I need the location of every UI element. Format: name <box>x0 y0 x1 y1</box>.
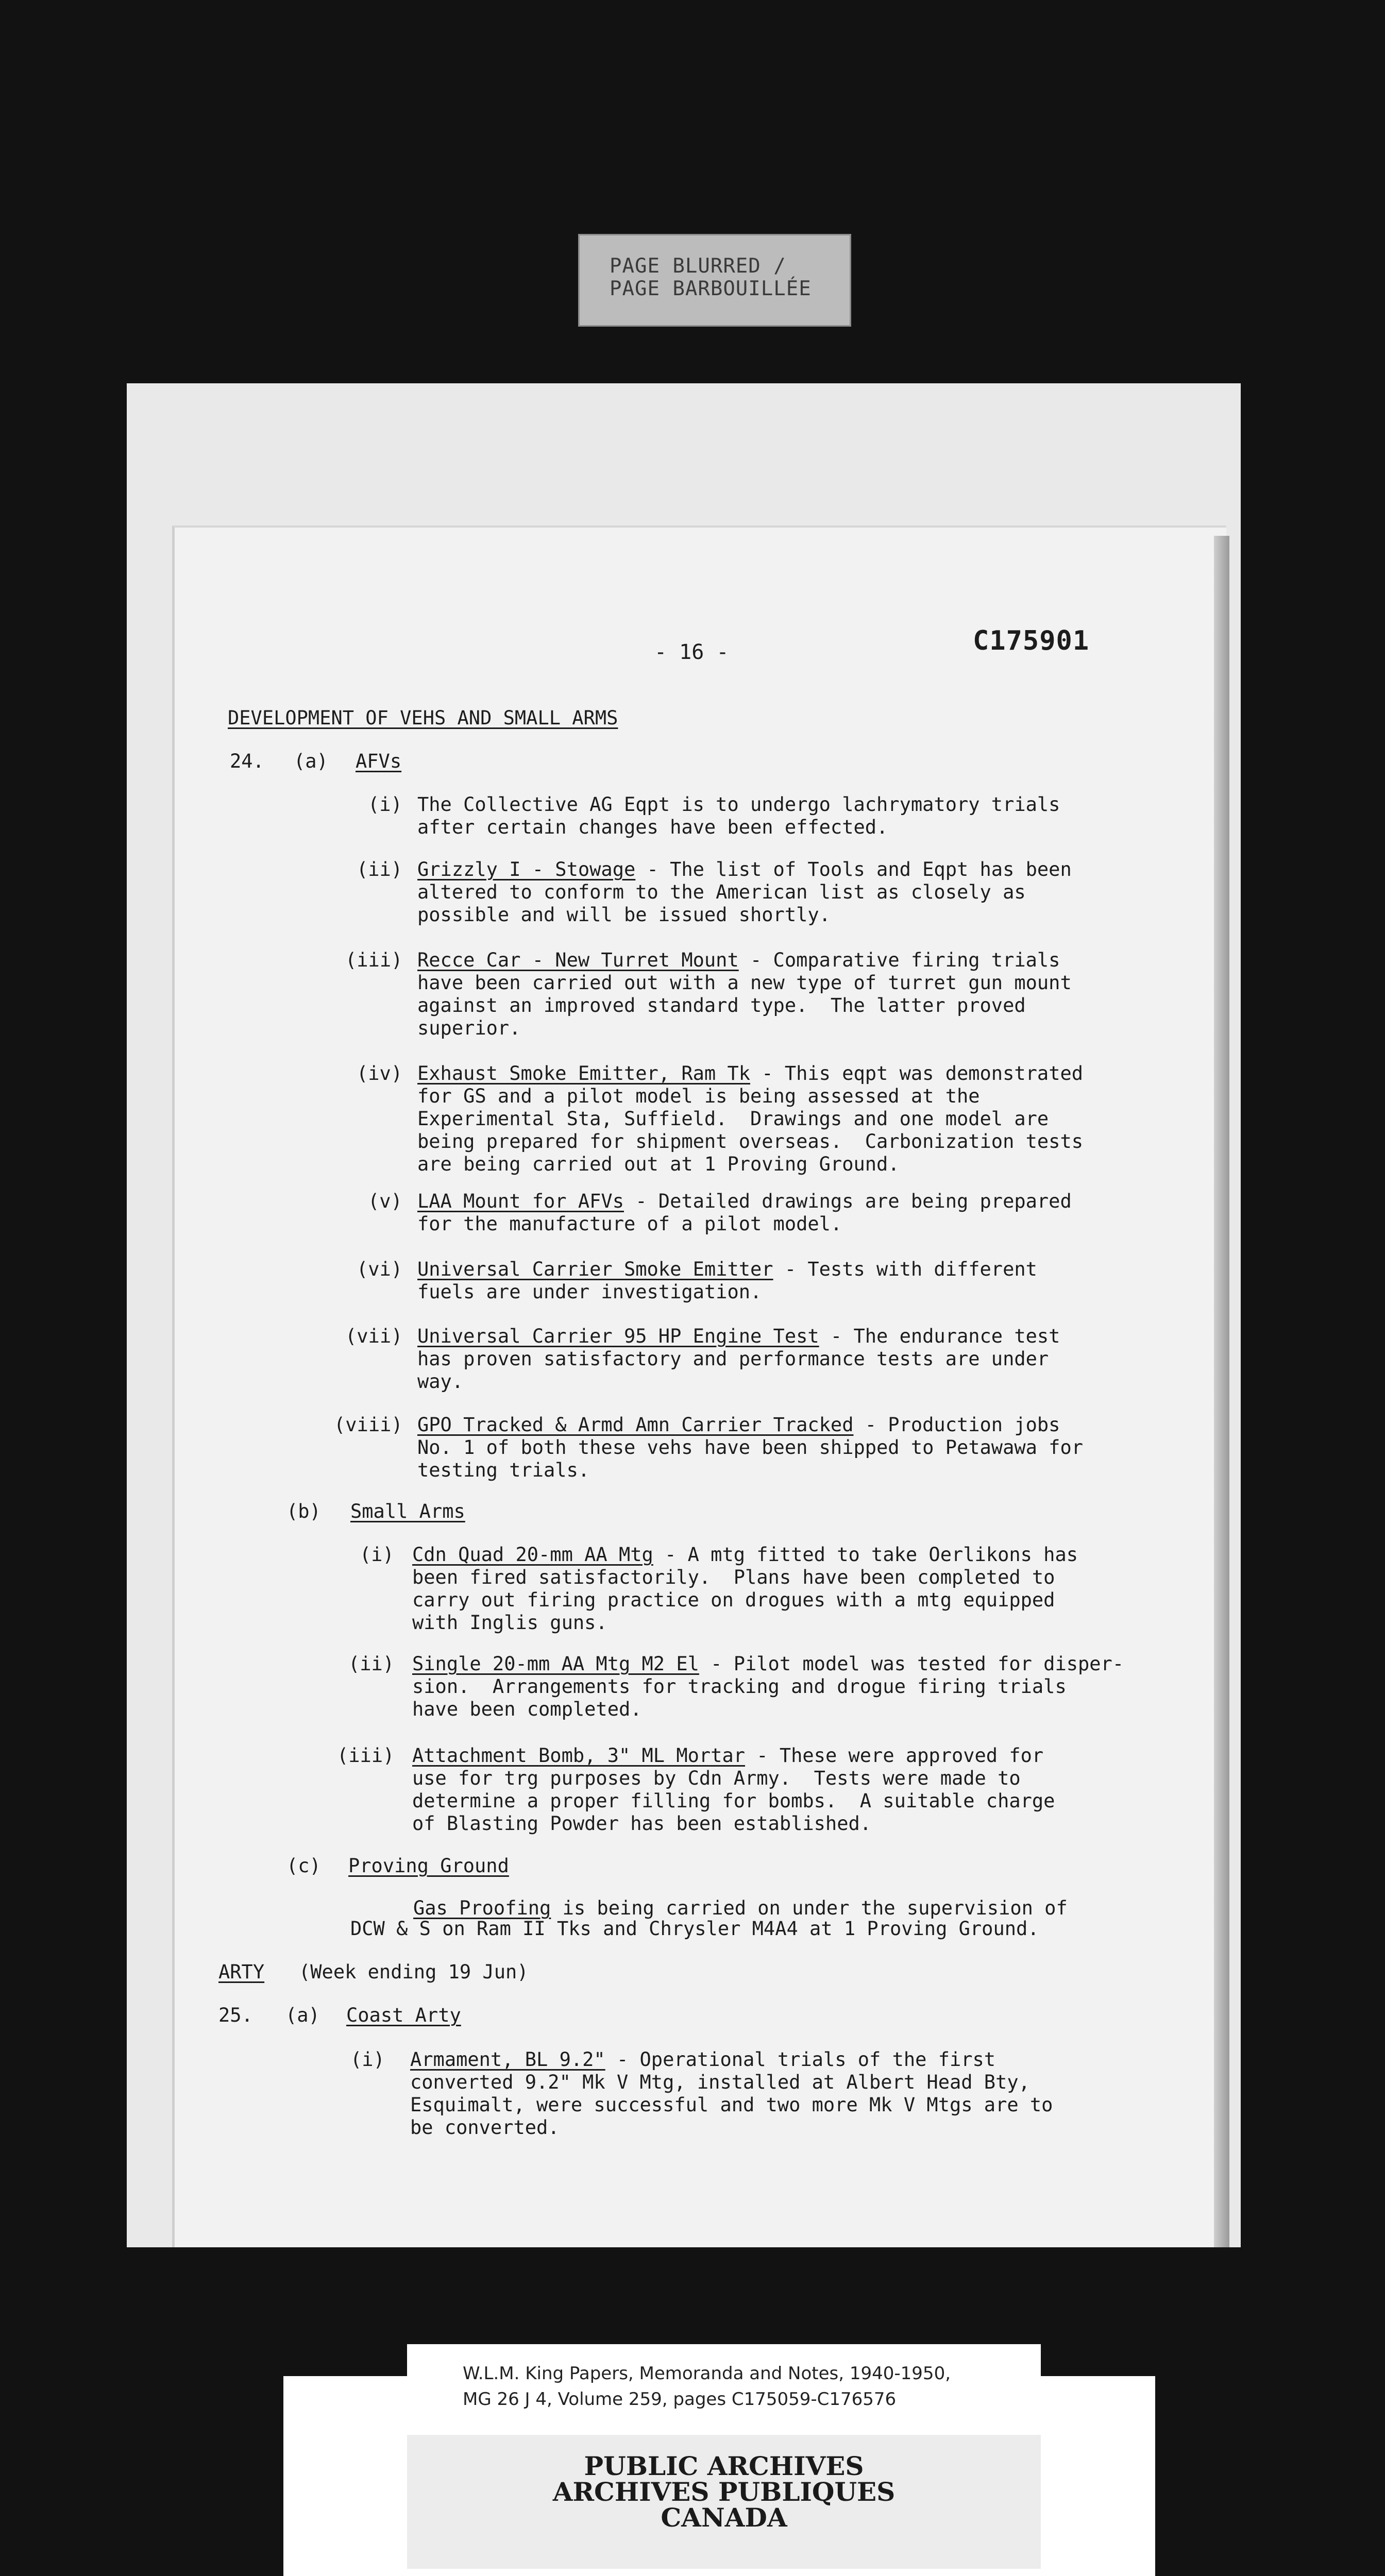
afv-item-text: - Comparative firing trials <box>738 949 1060 971</box>
afv-item-line <box>417 1258 1037 1281</box>
small-arms-item-text: determine a proper filling for bombs. A suitable charge <box>412 1790 1055 1812</box>
para-25-item-line3: Esquimalt, were successful and two more Mk V Mtgs are to <box>410 2094 1053 2116</box>
small-arms-item-line <box>412 1698 642 1721</box>
small-arms-item-number: (i) <box>360 1544 394 1566</box>
afv-item-number: (iii) <box>345 949 403 971</box>
stamp-line3: CANADA <box>661 2502 787 2533</box>
afv-item-line <box>417 1213 842 1235</box>
stamp-line1: PUBLIC ARCHIVES <box>584 2451 864 2481</box>
gas-proofing-title: Gas Proofing <box>413 1897 551 1919</box>
blur-stamp-line2: PAGE BARBOUILLÉE <box>610 277 812 300</box>
para-24-sub-c: (c) <box>286 1855 321 1877</box>
small-arms-item-text: sion. Arrangements for tracking and drogue firing trials <box>412 1675 1067 1698</box>
small-arms-item-text: have been completed. <box>412 1698 642 1720</box>
gas-proofing-line2: DCW & S on Ram II Tks and Chrysler M4A4 at 1 Proving Ground. <box>350 1918 1039 1940</box>
afv-item-line <box>417 1325 1060 1348</box>
afv-item-number: (v) <box>368 1190 402 1212</box>
small-arms-item-line <box>412 1744 1043 1767</box>
afv-item-line <box>417 1370 463 1393</box>
small-arms-item-line <box>412 1675 1067 1698</box>
afv-item-text: testing trials. <box>417 1459 590 1481</box>
afv-item-line <box>417 904 831 926</box>
afv-item-text: Experimental Sta, Suffield. Drawings and one model are <box>417 1108 1049 1130</box>
archive-caption <box>407 2344 1041 2435</box>
small-arms-item-text: - A mtg fitted to take Oerlikons has <box>653 1544 1078 1566</box>
afv-item-line <box>417 1130 1083 1153</box>
afv-item-text: - The list of Tools and Eqpt has been <box>635 858 1072 880</box>
stamp-line2: ARCHIVES PUBLIQUES <box>552 2477 896 2507</box>
small-arms-item-text: been fired satisfactorily. Plans have been completed to <box>412 1566 1055 1588</box>
afv-item-line <box>417 881 1026 904</box>
afv-item-line <box>417 1348 1049 1370</box>
small-arms-item-line <box>412 1566 1055 1589</box>
section-title: DEVELOPMENT OF VEHS AND SMALL ARMS <box>228 707 618 729</box>
afv-item-text: No. 1 of both these vehs have been shipped to Petawawa for <box>417 1436 1084 1459</box>
small-arms-item-text: - These were approved for <box>745 1744 1044 1767</box>
afv-item-number: (iv) <box>357 1062 403 1084</box>
para-24-sub-b: (b) <box>286 1500 321 1522</box>
public-archives-stamp <box>407 2435 1041 2569</box>
small-arms-item-text: of Blasting Powder has been established. <box>412 1812 872 1835</box>
afv-item-text: against an improved standard type. The latter proved <box>417 994 1026 1016</box>
para-25-item-number: (i) <box>350 2048 385 2071</box>
afv-item-text: - Detailed drawings are being prepared <box>623 1190 1072 1212</box>
afv-item-number: (viii) <box>334 1414 403 1436</box>
afv-item-text: - This eqpt was demonstrated <box>750 1062 1084 1084</box>
document-page <box>172 526 1226 2247</box>
para-25-item-line4: be converted. <box>410 2116 560 2139</box>
small-arms-item-text: carry out firing practice on drogues with a mtg equipped <box>412 1589 1055 1611</box>
afv-item-text: for GS and a pilot model is being assessed at the <box>417 1085 980 1107</box>
afv-item-text: - Tests with different <box>773 1258 1037 1280</box>
proving-ground-text <box>219 1897 1068 1920</box>
afv-item-line <box>417 949 1060 972</box>
small-arms-item-number: (ii) <box>348 1653 395 1675</box>
small-arms-item-line <box>412 1767 1021 1790</box>
small-arms-item-line <box>412 1544 1078 1566</box>
page-edge-shadow <box>1214 536 1229 2247</box>
afv-item-line <box>417 816 888 839</box>
afv-item-text: altered to conform to the American list as closely as <box>417 881 1026 903</box>
afv-item-text: possible and will be issued shortly. <box>417 904 831 926</box>
afv-item-text: are being carried out at 1 Proving Ground. <box>417 1153 900 1175</box>
caption-line2: MG 26 J 4, Volume 259, pages C175059-C176576 <box>463 2389 897 2410</box>
afv-item-line <box>417 858 1072 881</box>
small-arms-item-text: with Inglis guns. <box>412 1612 607 1634</box>
small-arms-item-title: Cdn Quad 20-mm AA Mtg <box>412 1544 653 1566</box>
para-25-item-line2: converted 9.2" Mk V Mtg, installed at Albert Head Bty, <box>410 2071 1030 2093</box>
para-24-c-title: Proving Ground <box>348 1855 509 1877</box>
armament-text-1: - Operational trials of the first <box>605 2048 996 2071</box>
small-arms-item-line <box>412 1812 871 1835</box>
afv-item-text: for the manufacture of a pilot model. <box>417 1213 842 1235</box>
afv-item-line <box>417 1017 520 1040</box>
para-25-sub-a: (a) <box>285 2004 320 2026</box>
afv-item-text: fuels are under investigation. <box>417 1281 762 1303</box>
afv-item-title: Grizzly I - Stowage <box>417 858 636 880</box>
small-arms-item-text: use for trg purposes by Cdn Army. Tests were made to <box>412 1767 1021 1789</box>
afv-item-number: (vi) <box>357 1258 403 1280</box>
afv-item-text: have been carried out with a new type of turret gun mount <box>417 972 1072 994</box>
document-number: C175901 <box>973 625 1090 656</box>
afv-item-line <box>417 1281 762 1303</box>
para-24-sub-a: (a) <box>294 750 328 772</box>
gas-proofing-line1: is being carried on under the supervision of <box>551 1897 1068 1919</box>
afv-item-line <box>417 994 1026 1017</box>
afv-item-line <box>417 1108 1049 1130</box>
afv-item-line <box>417 1459 589 1482</box>
para-24-a-title: AFVs <box>356 750 402 772</box>
afv-item-line <box>417 793 1060 816</box>
afv-item-line <box>417 1436 1083 1459</box>
small-arms-item-line <box>412 1790 1055 1812</box>
afv-item-title: GPO Tracked & Armd Amn Carrier Tracked <box>417 1414 854 1436</box>
afv-item-title: Exhaust Smoke Emitter, Ram Tk <box>417 1062 751 1084</box>
para-25-item-line1 <box>410 2048 995 2071</box>
caption-line1: W.L.M. King Papers, Memoranda and Notes, 1940-1950, <box>463 2363 951 2384</box>
afv-item-text: The Collective AG Eqpt is to undergo lachrymatory trials <box>417 793 1060 816</box>
para-24-number: 24. <box>230 750 264 772</box>
arty-note: (Week ending 19 Jun) <box>299 1961 529 1983</box>
afv-item-title: LAA Mount for AFVs <box>417 1190 624 1212</box>
afv-item-line <box>417 972 1072 994</box>
small-arms-item-number: (iii) <box>337 1744 395 1767</box>
afv-item-text: being prepared for shipment overseas. Carbonization tests <box>417 1130 1084 1153</box>
blur-stamp-line1: PAGE BLURRED / <box>610 255 786 278</box>
afv-item-text: has proven satisfactory and performance tests are under <box>417 1348 1049 1370</box>
afv-item-line <box>417 1085 980 1108</box>
small-arms-item-text: - Pilot model was tested for disper- <box>699 1653 1124 1675</box>
afv-item-text: way. <box>417 1370 464 1393</box>
afv-item-line <box>417 1190 1072 1213</box>
arty-title: ARTY <box>218 1961 265 1983</box>
afv-item-text: superior. <box>417 1017 521 1039</box>
afv-item-line <box>417 1062 1083 1085</box>
afv-item-text: after certain changes have been effected. <box>417 816 888 838</box>
afv-item-line <box>417 1414 1060 1436</box>
afv-item-text: - Production jobs <box>853 1414 1060 1436</box>
small-arms-item-title: Single 20-mm AA Mtg M2 El <box>412 1653 699 1675</box>
afv-item-title: Recce Car - New Turret Mount <box>417 949 739 971</box>
page-blurred-stamp <box>578 234 851 327</box>
para-25-number: 25. <box>218 2004 253 2026</box>
page-number: - 16 - <box>654 640 729 664</box>
afv-item-number: (vii) <box>345 1325 403 1347</box>
para-25-a-title: Coast Arty <box>346 2004 461 2026</box>
small-arms-item-line <box>412 1653 1124 1675</box>
armament-title: Armament, BL 9.2" <box>410 2048 605 2071</box>
small-arms-item-line <box>412 1589 1055 1612</box>
small-arms-item-title: Attachment Bomb, 3" ML Mortar <box>412 1744 746 1767</box>
afv-item-text: - The endurance test <box>819 1325 1060 1347</box>
afv-item-number: (ii) <box>357 858 403 880</box>
afv-item-number: (i) <box>368 793 402 816</box>
small-arms-item-line <box>412 1612 607 1634</box>
afv-item-title: Universal Carrier Smoke Emitter <box>417 1258 773 1280</box>
para-24-b-title: Small Arms <box>350 1500 465 1522</box>
afv-item-line <box>417 1153 900 1176</box>
afv-item-title: Universal Carrier 95 HP Engine Test <box>417 1325 819 1347</box>
